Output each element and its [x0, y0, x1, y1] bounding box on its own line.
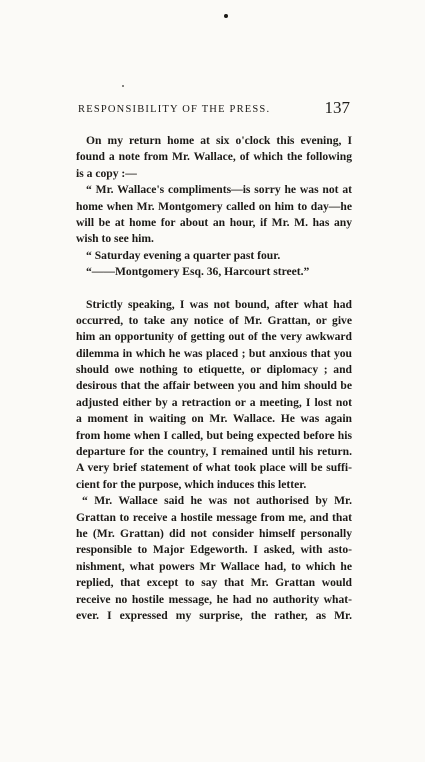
- paragraph-gap: [76, 281, 352, 297]
- ink-speck: [122, 85, 124, 87]
- text-line: him an opportunity of getting out of the very awkward: [76, 330, 352, 344]
- page-number: 137: [324, 98, 350, 117]
- text-line: On my return home at six o'clock this evening, I: [86, 134, 352, 147]
- text-line: A very brief statement of what took place will be suffi-: [76, 461, 352, 475]
- text-line: will be at home for about an hour, if Mr. M. has any: [76, 215, 352, 229]
- text-line: dilemma in which he was placed ; but anxious that you: [76, 346, 352, 360]
- running-header: [78, 98, 350, 120]
- text-line: desirous that the affair between you and him should be: [76, 379, 352, 393]
- text-line: home when Mr. Montgomery called on him to day—he: [76, 199, 352, 213]
- ink-speck: [224, 14, 228, 18]
- text-line: departure for the country, I remained until his return.: [76, 445, 352, 459]
- text-line: “ Saturday evening a quarter past four.: [86, 248, 281, 262]
- text-line: should owe nothing to etiquette, or diplomacy ; and: [76, 363, 352, 377]
- text-line: cient for the purpose, which induces this letter.: [76, 477, 307, 491]
- text-line: occurred, to take any notice of Mr. Grattan, or give: [76, 313, 352, 327]
- text-line: he (Mr. Grattan) did not consider himself personally: [76, 526, 352, 540]
- text-line: nishment, what powers Mr Wallace had, to which he: [76, 559, 352, 573]
- text-line: responsible to Major Edgeworth. I asked, with asto-: [76, 543, 352, 557]
- text-line: ever. I expressed my surprise, the rather, as Mr.: [76, 608, 352, 622]
- text-line: Strictly speaking, I was not bound, after what had: [86, 297, 352, 311]
- text-line: Grattan to receive a hostile message from me, and that: [76, 510, 352, 524]
- text-line: “ Mr. Wallace said he was not authorised by Mr.: [82, 494, 352, 508]
- text-line: is a copy :—: [76, 166, 137, 180]
- body-text: [76, 133, 352, 624]
- text-line: adjusted either by a retraction or a meeting, I lost not: [76, 395, 352, 409]
- text-line: receive no hostile message, he had no authority what-: [76, 592, 352, 606]
- text-line: “ Mr. Wallace's compliments—is sorry he was not at: [86, 183, 352, 197]
- text-line: found a note from Mr. Wallace, of which the following: [76, 150, 352, 164]
- text-line: from home when I called, but being expected before his: [76, 428, 352, 442]
- text-line: “——Montgomery Esq. 36, Harcourt street.”: [86, 265, 310, 279]
- text-line: a moment in waiting on Mr. Wallace. He was again: [76, 412, 352, 426]
- running-title: RESPONSIBILITY OF THE PRESS.: [78, 104, 271, 115]
- text-line: replied, that except to say that Mr. Grattan would: [76, 576, 352, 590]
- text-line: wish to see him.: [76, 232, 154, 246]
